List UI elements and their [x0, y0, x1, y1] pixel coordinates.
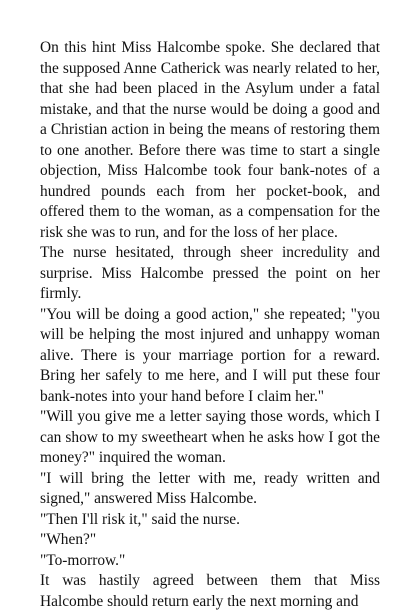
paragraph: "Then I'll risk it," said the nurse.	[40, 510, 240, 528]
paragraph: "To-morrow."	[40, 551, 126, 569]
paragraph: "You will be doing a good action," she repeated; "you will be helping the most injured and unhappy woman alive. There is your marriage portion for a reward. Bring her safely to me here, and I will put these four bank-notes into your hand before I claim her."	[40, 305, 380, 405]
paragraph: The nurse hesitated, through sheer incredulity and surprise. Miss Halcombe pressed the point on her firmly.	[40, 244, 380, 302]
paragraph: "Will you give me a letter saying those words, which I can show to my sweetheart when he asks how I got the money?" inquired the woman.	[40, 408, 380, 466]
paragraph: "I will bring the letter with me, ready written and signed," answered Miss Halcombe.	[40, 469, 380, 507]
paragraph: On this hint Miss Halcombe spoke. She declared that the supposed Anne Catherick was nearly related to her, that she had been placed in the Asylum under a fatal mistake, and that the nurse would be doing a good and a Christian action in being the means of restoring them to one another. Before there was time to start a single objection, Miss Halcombe took four bank-notes of a hundred pounds each from her pocket-book, and offered them to the woman, as a compensation for the risk she was to run, and for the loss of her place.	[40, 39, 380, 241]
paragraph: It was hastily agreed between them that Miss Halcombe should return early the next morning and	[40, 572, 380, 610]
page-body	[40, 38, 380, 612]
paragraph: "When?"	[40, 531, 97, 548]
